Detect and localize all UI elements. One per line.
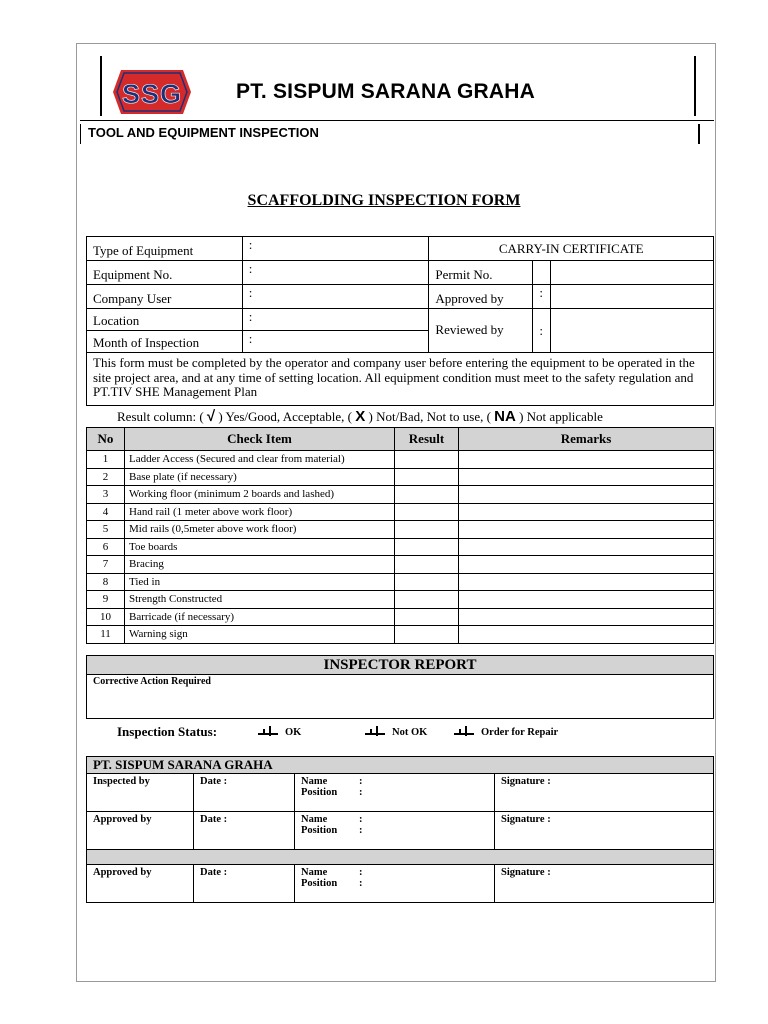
result-cell[interactable] (395, 608, 459, 626)
approved-date-field-2[interactable]: Date : (194, 865, 295, 903)
approved-signature-field-2[interactable]: Signature : (495, 865, 714, 903)
status-not-ok-label: Not OK (392, 727, 428, 738)
company-user-value[interactable]: : (242, 285, 429, 309)
remarks-cell[interactable] (459, 451, 714, 469)
table-row (87, 626, 714, 644)
row-number: 2 (87, 468, 125, 486)
result-cell[interactable] (395, 468, 459, 486)
location-value[interactable]: : (242, 309, 429, 331)
ok-checkbox-icon[interactable] (257, 725, 279, 737)
carry-in-certificate-header: CARRY-IN CERTIFICATE (429, 237, 714, 261)
signature-table (86, 756, 714, 903)
permit-no-colon (533, 261, 551, 285)
approved-date-field-1[interactable]: Date : (194, 812, 295, 850)
col-header-check-item: Check Item (125, 428, 395, 451)
approved-name-position-field-2[interactable]: Name : Position : (295, 865, 495, 903)
table-row (87, 503, 714, 521)
check-item-label: Mid rails (0,5meter above work floor) (125, 521, 395, 539)
approved-by-label-1: Approved by (87, 812, 194, 850)
not-ok-checkbox-icon[interactable] (364, 725, 386, 737)
table-row (87, 608, 714, 626)
row-number: 11 (87, 626, 125, 644)
result-cell[interactable] (395, 573, 459, 591)
permit-no-label: Permit No. (429, 261, 533, 285)
approved-by-value[interactable] (551, 285, 714, 309)
svg-text:SSG: SSG (121, 79, 183, 109)
check-item-table (86, 427, 714, 644)
check-item-label: Barricade (if necessary) (125, 608, 395, 626)
table-row (87, 573, 714, 591)
check-item-label: Bracing (125, 556, 395, 574)
type-of-equipment-value[interactable]: : (242, 237, 429, 261)
result-cell[interactable] (395, 591, 459, 609)
table-row (87, 486, 714, 504)
month-of-inspection-value[interactable]: : (242, 331, 429, 353)
check-item-label: Base plate (if necessary) (125, 468, 395, 486)
remarks-cell[interactable] (459, 521, 714, 539)
status-order-repair-label: Order for Repair (481, 727, 559, 738)
table-row (87, 521, 714, 539)
remarks-cell[interactable] (459, 468, 714, 486)
result-cell[interactable] (395, 538, 459, 556)
reviewed-by-label: Reviewed by (429, 309, 533, 353)
result-cell[interactable] (395, 556, 459, 574)
row-number: 9 (87, 591, 125, 609)
instructions-note: This form must be completed by the operator and company user before entering the equipment to be operated in the site project area, and at any time of setting location. All equipment condition must meet to the safety regulation and PT.TIV SHE Management Plan (87, 353, 714, 406)
company-logo (113, 70, 191, 114)
company-user-label: Company User (87, 285, 243, 309)
remarks-cell[interactable] (459, 591, 714, 609)
order-repair-checkbox-icon[interactable] (453, 725, 475, 737)
row-number: 5 (87, 521, 125, 539)
result-cell[interactable] (395, 486, 459, 504)
corrective-action-field[interactable] (86, 675, 714, 719)
remarks-cell[interactable] (459, 573, 714, 591)
reviewed-by-colon: : (533, 309, 551, 353)
result-cell[interactable] (395, 451, 459, 469)
check-item-label: Toe boards (125, 538, 395, 556)
location-label: Location (87, 309, 243, 331)
row-number: 8 (87, 573, 125, 591)
x-symbol: X (355, 408, 366, 425)
approved-by-label-2: Approved by (87, 865, 194, 903)
inspection-status-label: Inspection Status: (117, 724, 218, 739)
inspected-by-label: Inspected by (87, 774, 194, 812)
remarks-cell[interactable] (459, 626, 714, 644)
approved-by-colon: : (533, 285, 551, 309)
table-row (87, 538, 714, 556)
approved-name-position-field-1[interactable]: Name : Position : (295, 812, 495, 850)
permit-no-value[interactable] (551, 261, 714, 285)
row-number: 4 (87, 503, 125, 521)
reviewed-by-value[interactable] (551, 309, 714, 353)
na-symbol: NA (494, 408, 516, 425)
col-header-remarks: Remarks (459, 428, 714, 451)
month-of-inspection-label: Month of Inspection (87, 331, 243, 353)
row-number: 1 (87, 451, 125, 469)
check-item-label: Ladder Access (Secured and clear from material) (125, 451, 395, 469)
check-item-label: Tied in (125, 573, 395, 591)
approved-by-label: Approved by (429, 285, 533, 309)
result-cell[interactable] (395, 503, 459, 521)
table-row (87, 591, 714, 609)
remarks-cell[interactable] (459, 486, 714, 504)
status-ok-label: OK (285, 727, 302, 738)
table-row (87, 556, 714, 574)
check-item-label: Hand rail (1 meter above work floor) (125, 503, 395, 521)
check-item-label: Warning sign (125, 626, 395, 644)
document-subtitle: TOOL AND EQUIPMENT INSPECTION (88, 125, 319, 140)
equipment-info-table (86, 236, 714, 406)
result-legend: Result column: ( √ ) Yes/Good, Acceptable, ( X ) Not/Bad, Not to use, ( NA ) Not applicable (117, 408, 603, 425)
remarks-cell[interactable] (459, 608, 714, 626)
row-number: 3 (87, 486, 125, 504)
result-cell[interactable] (395, 626, 459, 644)
remarks-cell[interactable] (459, 556, 714, 574)
table-row (87, 468, 714, 486)
col-header-no: No (87, 428, 125, 451)
remarks-cell[interactable] (459, 538, 714, 556)
remarks-cell[interactable] (459, 503, 714, 521)
corrective-action-label: Corrective Action Required (93, 676, 211, 687)
inspected-name-position-field[interactable]: Name : Position : (295, 774, 495, 812)
col-header-result: Result (395, 428, 459, 451)
row-number: 6 (87, 538, 125, 556)
row-number: 10 (87, 608, 125, 626)
row-number: 7 (87, 556, 125, 574)
type-of-equipment-label: Type of Equipment (87, 237, 243, 261)
check-item-label: Working floor (minimum 2 boards and lashed) (125, 486, 395, 504)
equipment-no-value[interactable]: : (242, 261, 429, 285)
table-row (87, 451, 714, 469)
inspected-signature-field[interactable]: Signature : (495, 774, 714, 812)
company-name: PT. SISPUM SARANA GRAHA (236, 80, 536, 103)
approved-signature-field-1[interactable]: Signature : (495, 812, 714, 850)
check-symbol: √ (206, 408, 216, 425)
inspector-report-title: INSPECTOR REPORT (86, 655, 714, 675)
signature-company-band: PT. SISPUM SARANA GRAHA (87, 757, 714, 774)
check-item-label: Strength Constructed (125, 591, 395, 609)
signature-separator-band (87, 850, 714, 865)
result-cell[interactable] (395, 521, 459, 539)
form-title: SCAFFOLDING INSPECTION FORM (247, 192, 521, 209)
equipment-no-label: Equipment No. (87, 261, 243, 285)
inspected-date-field[interactable]: Date : (194, 774, 295, 812)
